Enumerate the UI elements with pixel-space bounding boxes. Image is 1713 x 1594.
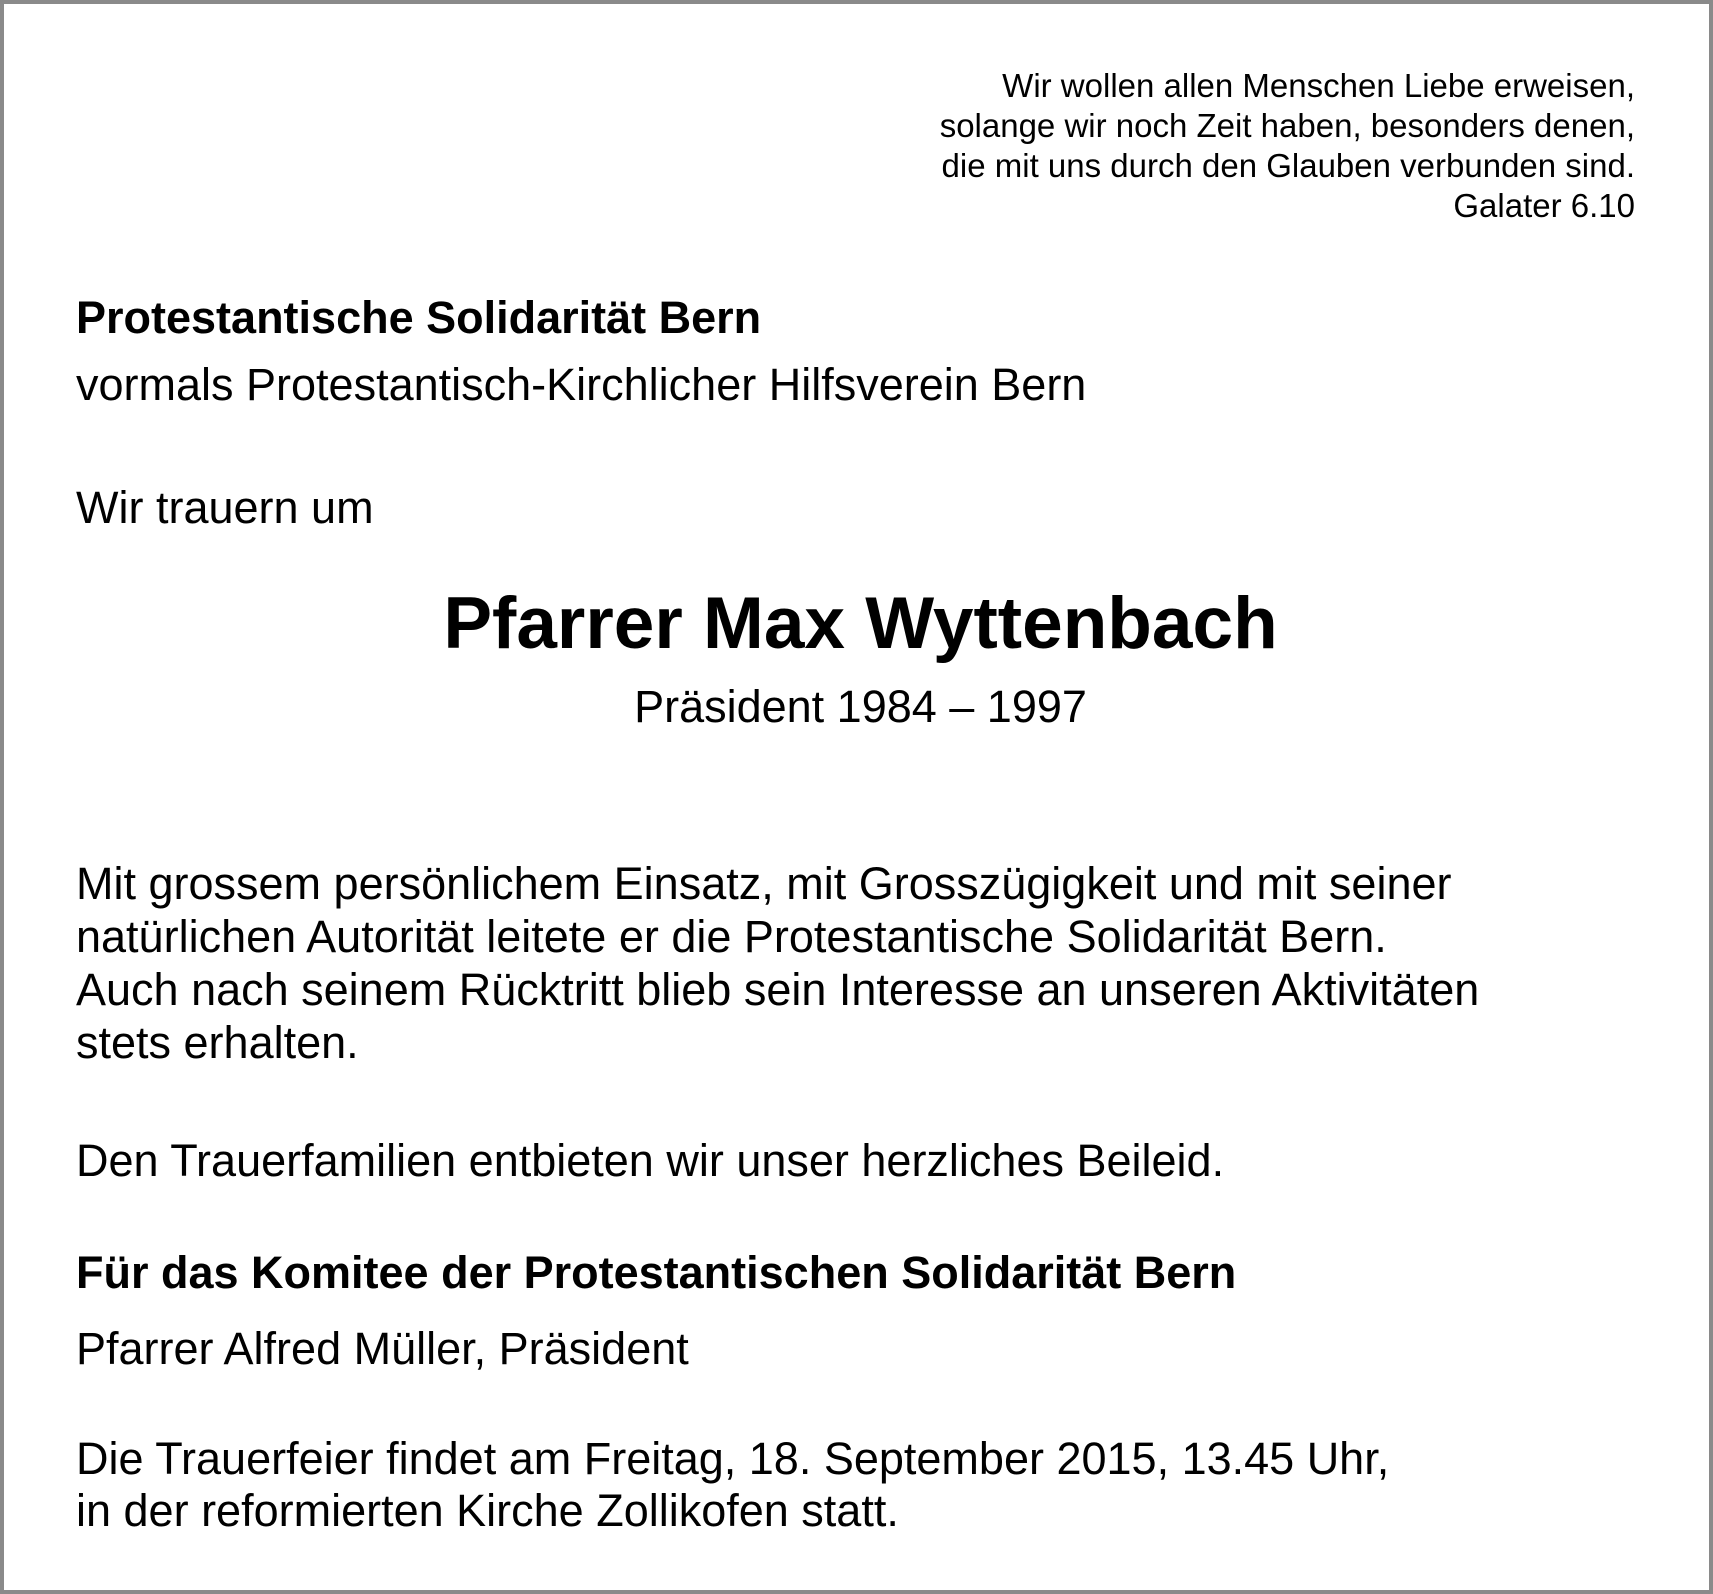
tribute-line: stets erhalten. xyxy=(76,1017,359,1068)
tribute-line: Mit grossem persönlichem Einsatz, mit Grosszügigkeit und mit seiner xyxy=(76,858,1452,909)
organization-former-name: vormals Protestantisch-Kirchlicher Hilfsverein Bern xyxy=(76,359,1087,410)
signatory: Pfarrer Alfred Müller, Präsident xyxy=(76,1323,689,1374)
condolence-text: Den Trauerfamilien entbieten wir unser herzliches Beileid. xyxy=(76,1135,1225,1186)
deceased-name: Pfarrer Max Wyttenbach xyxy=(443,583,1278,664)
deceased-role: Präsident 1984 – 1997 xyxy=(634,681,1087,732)
tribute-line: Auch nach seinem Rücktritt blieb sein Interesse an unseren Aktivitäten xyxy=(76,964,1480,1015)
service-line: Die Trauerfeier findet am Freitag, 18. September 2015, 13.45 Uhr, xyxy=(76,1433,1390,1484)
bible-verse xyxy=(940,66,1635,226)
verse-line: Wir wollen allen Menschen Liebe erweisen, xyxy=(1002,67,1635,104)
verse-reference: Galater 6.10 xyxy=(1453,187,1635,224)
service-line: in der reformierten Kirche Zollikofen statt. xyxy=(76,1485,899,1536)
tribute-paragraph xyxy=(76,857,1479,1069)
mourning-intro: Wir trauern um xyxy=(76,482,374,533)
verse-line: die mit uns durch den Glauben verbunden sind. xyxy=(941,147,1635,184)
verse-line: solange wir noch Zeit haben, besonders denen, xyxy=(939,107,1635,144)
organization-name: Protestantische Solidarität Bern xyxy=(76,292,762,343)
funeral-service-info xyxy=(76,1433,1389,1537)
tribute-line: natürlichen Autorität leitete er die Protestantische Solidarität Bern. xyxy=(76,911,1387,962)
committee-heading: Für das Komitee der Protestantischen Solidarität Bern xyxy=(76,1247,1237,1298)
